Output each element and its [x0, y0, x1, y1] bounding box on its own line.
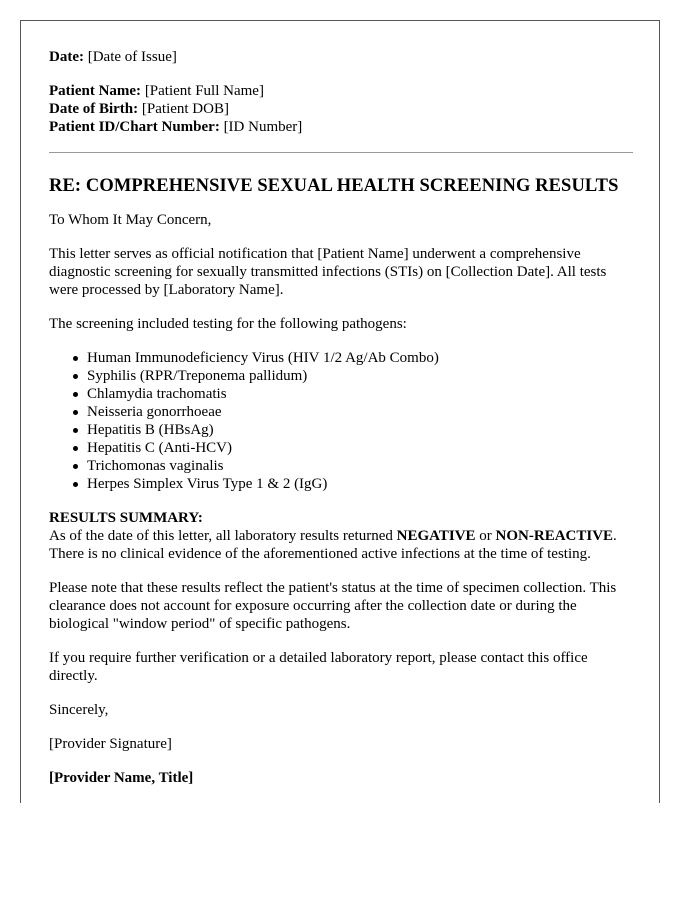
date-label: Date: — [49, 49, 84, 65]
dob-value: [Patient DOB] — [141, 101, 229, 117]
nonreactive-emphasis: NON-REACTIVE — [495, 528, 614, 544]
results-summary-title: RESULTS SUMMARY: — [49, 510, 203, 526]
summary-text-part: . There is no clinical evidence of the aforementioned active infections at the time of testing. — [49, 528, 617, 562]
letter-content — [49, 48, 633, 787]
note-paragraph: Please note that these results reflect the patient's status at the time of specimen collection. This clearance does not account for exposure occurring after the collection date or during the biological "window period" of specific pathogens. — [49, 580, 617, 632]
results-summary-text — [49, 527, 633, 563]
list-item: Chlamydia trachomatis — [87, 385, 633, 403]
patient-id-label: Patient ID/Chart Number: — [49, 119, 220, 135]
list-item: Syphilis (RPR/Treponema pallidum) — [87, 367, 633, 385]
summary-text-part: As of the date of this letter, all laboratory results returned — [49, 528, 397, 544]
patient-name-value: [Patient Full Name] — [144, 83, 264, 99]
pathogen-list — [49, 349, 633, 493]
patient-name-label: Patient Name: — [49, 83, 142, 99]
list-item: Trichomonas vaginalis — [87, 457, 633, 475]
patient-id-value: [ID Number] — [223, 119, 303, 135]
list-item: Neisseria gonorrhoeae — [87, 403, 633, 421]
list-item: Hepatitis C (Anti-HCV) — [87, 439, 633, 457]
patient-name-line — [49, 82, 633, 100]
closing: Sincerely, — [49, 702, 109, 718]
list-item: Hepatitis B (HBsAg) — [87, 421, 633, 439]
provider-signature: [Provider Signature] — [49, 736, 172, 752]
subject-heading: RE: COMPREHENSIVE SEXUAL HEALTH SCREENING RESULTS — [49, 176, 619, 196]
list-item: Human Immunodeficiency Virus (HIV 1/2 Ag/Ab Combo) — [87, 349, 633, 367]
header-divider — [49, 152, 633, 153]
contact-paragraph: If you require further verification or a detailed laboratory report, please contact this office directly. — [49, 650, 588, 684]
intro-paragraph: This letter serves as official notification that [Patient Name] underwent a comprehensive diagnostic screening for sexually transmitted infections (STIs) on [Collection Date]. All tests were processed by [Laboratory Name]. — [49, 246, 607, 298]
list-item: Herpes Simplex Virus Type 1 & 2 (IgG) — [87, 475, 633, 493]
dob-line — [49, 100, 633, 118]
salutation: To Whom It May Concern, — [49, 212, 212, 228]
letter-page — [20, 20, 660, 803]
negative-emphasis: NEGATIVE — [396, 528, 476, 544]
dob-label: Date of Birth: — [49, 101, 139, 117]
summary-text-or: or — [475, 528, 496, 544]
date-value: [Date of Issue] — [87, 49, 177, 65]
patient-id-line — [49, 118, 633, 136]
list-intro: The screening included testing for the following pathogens: — [49, 316, 407, 332]
date-line — [49, 48, 633, 66]
provider-name-title: [Provider Name, Title] — [49, 770, 194, 786]
